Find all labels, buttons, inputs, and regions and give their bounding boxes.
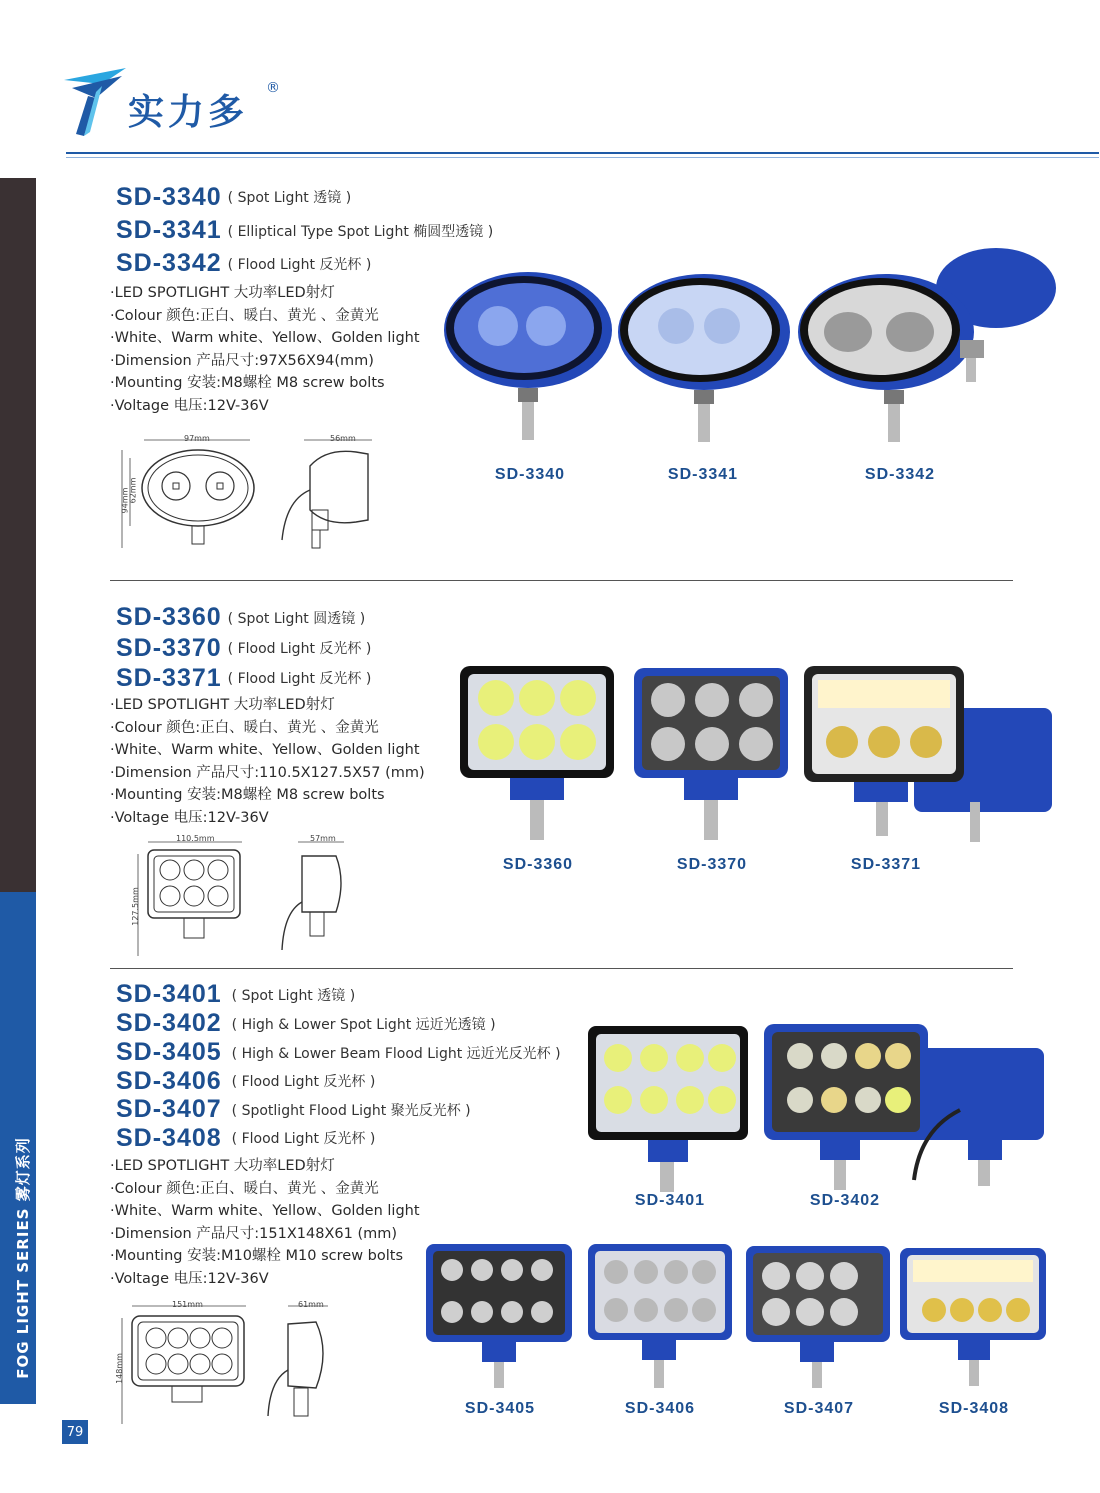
product-sd-3405-photo [426, 1244, 572, 1388]
dimension-drawing [116, 430, 386, 560]
dimension-depth: 56mm [330, 434, 356, 443]
model-note: ( Flood Light 反光杯 ) [227, 256, 372, 273]
dimension-width: 97mm [184, 434, 210, 443]
product-caption: SD-3402 [809, 1192, 881, 1209]
series-label: FOG LIGHT SERIES 雾灯系列 [13, 1137, 32, 1379]
product-sd-3341-photo [618, 274, 790, 442]
model-row [116, 602, 371, 633]
section-2-models [116, 602, 371, 693]
model-note: ( Flood Light 反光杯 ) [231, 1131, 376, 1147]
product-caption: SD-3407 [783, 1400, 855, 1417]
spec-line: ·Dimension 产品尺寸:97X56X94(mm) [110, 352, 374, 369]
model-code: SD-3341 [116, 216, 222, 244]
dimension-height: 127.5mm [130, 887, 140, 926]
spec-line: ·Voltage 电压:12V-36V [110, 809, 269, 826]
model-note: ( Elliptical Type Spot Light 椭圆型透镜 ) [227, 223, 494, 240]
model-code: SD-3340 [116, 182, 222, 211]
spec-line: ·LED SPOTLIGHT 大功率LED射灯 [110, 1158, 335, 1174]
model-code: SD-3371 [116, 663, 222, 692]
side-bar-dark [0, 178, 36, 892]
spec-line: ·Mounting 安装:M8螺栓 M8 screw bolts [110, 375, 385, 392]
model-code: SD-3406 [116, 1066, 222, 1095]
model-row [116, 633, 371, 663]
model-code: SD-3405 [116, 1038, 222, 1066]
model-code: SD-3360 [116, 603, 222, 631]
model-note: ( Flood Light 反光杯 ) [227, 641, 372, 657]
spec-line: ·Mounting 安装:M8螺栓 M8 screw bolts [110, 787, 385, 804]
section-1-specs [110, 282, 420, 418]
product-sd-3340-photo [444, 272, 612, 440]
model-row [116, 247, 493, 280]
model-row [116, 980, 561, 1009]
product-sd-3408-photo [900, 1248, 1046, 1386]
model-note: ( Spot Light 透镜 ) [227, 190, 352, 206]
spec-line: ·Voltage 电压:12V-36V [110, 397, 269, 414]
dimension-drawing [112, 1296, 352, 1432]
product-sd-3371-photo [804, 666, 1052, 842]
product-sd-3407-photo [746, 1246, 890, 1388]
product-caption: SD-3342 [864, 466, 936, 483]
model-code: SD-3407 [116, 1095, 222, 1123]
product-caption: SD-3341 [667, 466, 739, 483]
product-caption: SD-3360 [502, 856, 574, 873]
model-note: ( Flood Light 反光杯 ) [231, 1074, 376, 1090]
dimension-lens-height: 62mm [128, 477, 138, 504]
product-caption: SD-3401 [634, 1192, 706, 1209]
product-caption: SD-3405 [464, 1400, 536, 1417]
product-caption: SD-3371 [850, 856, 922, 873]
product-sd-3360-photo [460, 666, 614, 840]
product-photos-row-1 [440, 240, 1080, 460]
product-caption: SD-3370 [676, 856, 748, 873]
section-3-specs [110, 1155, 420, 1291]
spec-line: ·Colour 颜色:正白、暖白、黄光 、金黄光 [110, 1180, 379, 1197]
spec-line: ·Voltage 电压:12V-36V [110, 1270, 269, 1287]
model-note: ( High & Lower Beam Flood Light 远近光反光杯 ) [231, 1045, 561, 1062]
dimension-drawing [130, 832, 360, 962]
header-rule [66, 152, 1099, 154]
product-caption: SD-3340 [494, 466, 566, 483]
model-code: SD-3370 [116, 633, 222, 662]
spec-line: ·White、Warm white、Yellow、Golden light [110, 1203, 420, 1220]
section-2-specs [110, 694, 425, 830]
spec-line: ·White、Warm white、Yellow、Golden light [110, 330, 420, 347]
product-sd-3342-photo [798, 248, 1056, 442]
model-note: ( Spot Light 圆透镜 ) [227, 610, 366, 627]
model-note: ( Flood Light 反光杯 ) [227, 671, 372, 687]
model-code: SD-3401 [116, 980, 222, 1008]
spec-line: ·Colour 颜色:正白、暖白、黄光 、金黄光 [110, 719, 379, 736]
dimension-width: 110.5mm [176, 834, 215, 843]
model-row [116, 663, 371, 693]
product-sd-3402-photo [764, 1024, 1044, 1190]
dimension-height: 148mm [114, 1353, 124, 1384]
product-photos-row-3 [420, 1020, 1060, 1392]
product-photos-row-2 [456, 660, 1056, 850]
model-note: ( Spot Light 透镜 ) [231, 987, 356, 1004]
product-sd-3406-photo [588, 1244, 732, 1388]
section-1-models [116, 180, 493, 280]
model-code: SD-3342 [116, 249, 222, 277]
product-sd-3401-photo [588, 1026, 748, 1192]
section-divider [110, 968, 1013, 969]
spec-line: ·Mounting 安装:M10螺栓 M10 screw bolts [110, 1248, 404, 1265]
spec-line: ·LED SPOTLIGHT 大功率LED射灯 [110, 697, 335, 713]
dimension-height: 94mm [120, 487, 130, 514]
model-code: SD-3402 [116, 1009, 222, 1037]
spec-line: ·Colour 颜色:正白、暖白、黄光 、金黄光 [110, 307, 379, 324]
dimension-width: 151mm [172, 1300, 203, 1309]
model-note: ( High & Lower Spot Light 远近光透镜 ) [231, 1016, 496, 1033]
dimension-depth: 61mm [298, 1300, 324, 1309]
brand-name: 实力多 [128, 92, 249, 133]
model-row [116, 214, 493, 247]
product-caption: SD-3406 [624, 1400, 696, 1417]
spec-line: ·White、Warm white、Yellow、Golden light [110, 742, 420, 759]
page-number: 79 [62, 1420, 88, 1444]
brand-registered-mark: ® [266, 80, 280, 96]
spec-line: ·LED SPOTLIGHT 大功率LED射灯 [110, 285, 335, 301]
product-sd-3370-photo [634, 668, 788, 840]
model-note: ( Spotlight Flood Light 聚光反光杯 ) [231, 1102, 471, 1119]
product-caption: SD-3408 [938, 1400, 1010, 1417]
spec-line: ·Dimension 产品尺寸:151X148X61 (mm) [110, 1225, 398, 1242]
dimension-depth: 57mm [310, 834, 336, 843]
section-divider [110, 580, 1013, 581]
brand-logo-icon [62, 62, 132, 142]
spec-line: ·Dimension 产品尺寸:110.5X127.5X57 (mm) [110, 764, 425, 781]
model-code: SD-3408 [116, 1123, 222, 1152]
model-row [116, 180, 493, 214]
header-rule-thin [66, 157, 1099, 158]
